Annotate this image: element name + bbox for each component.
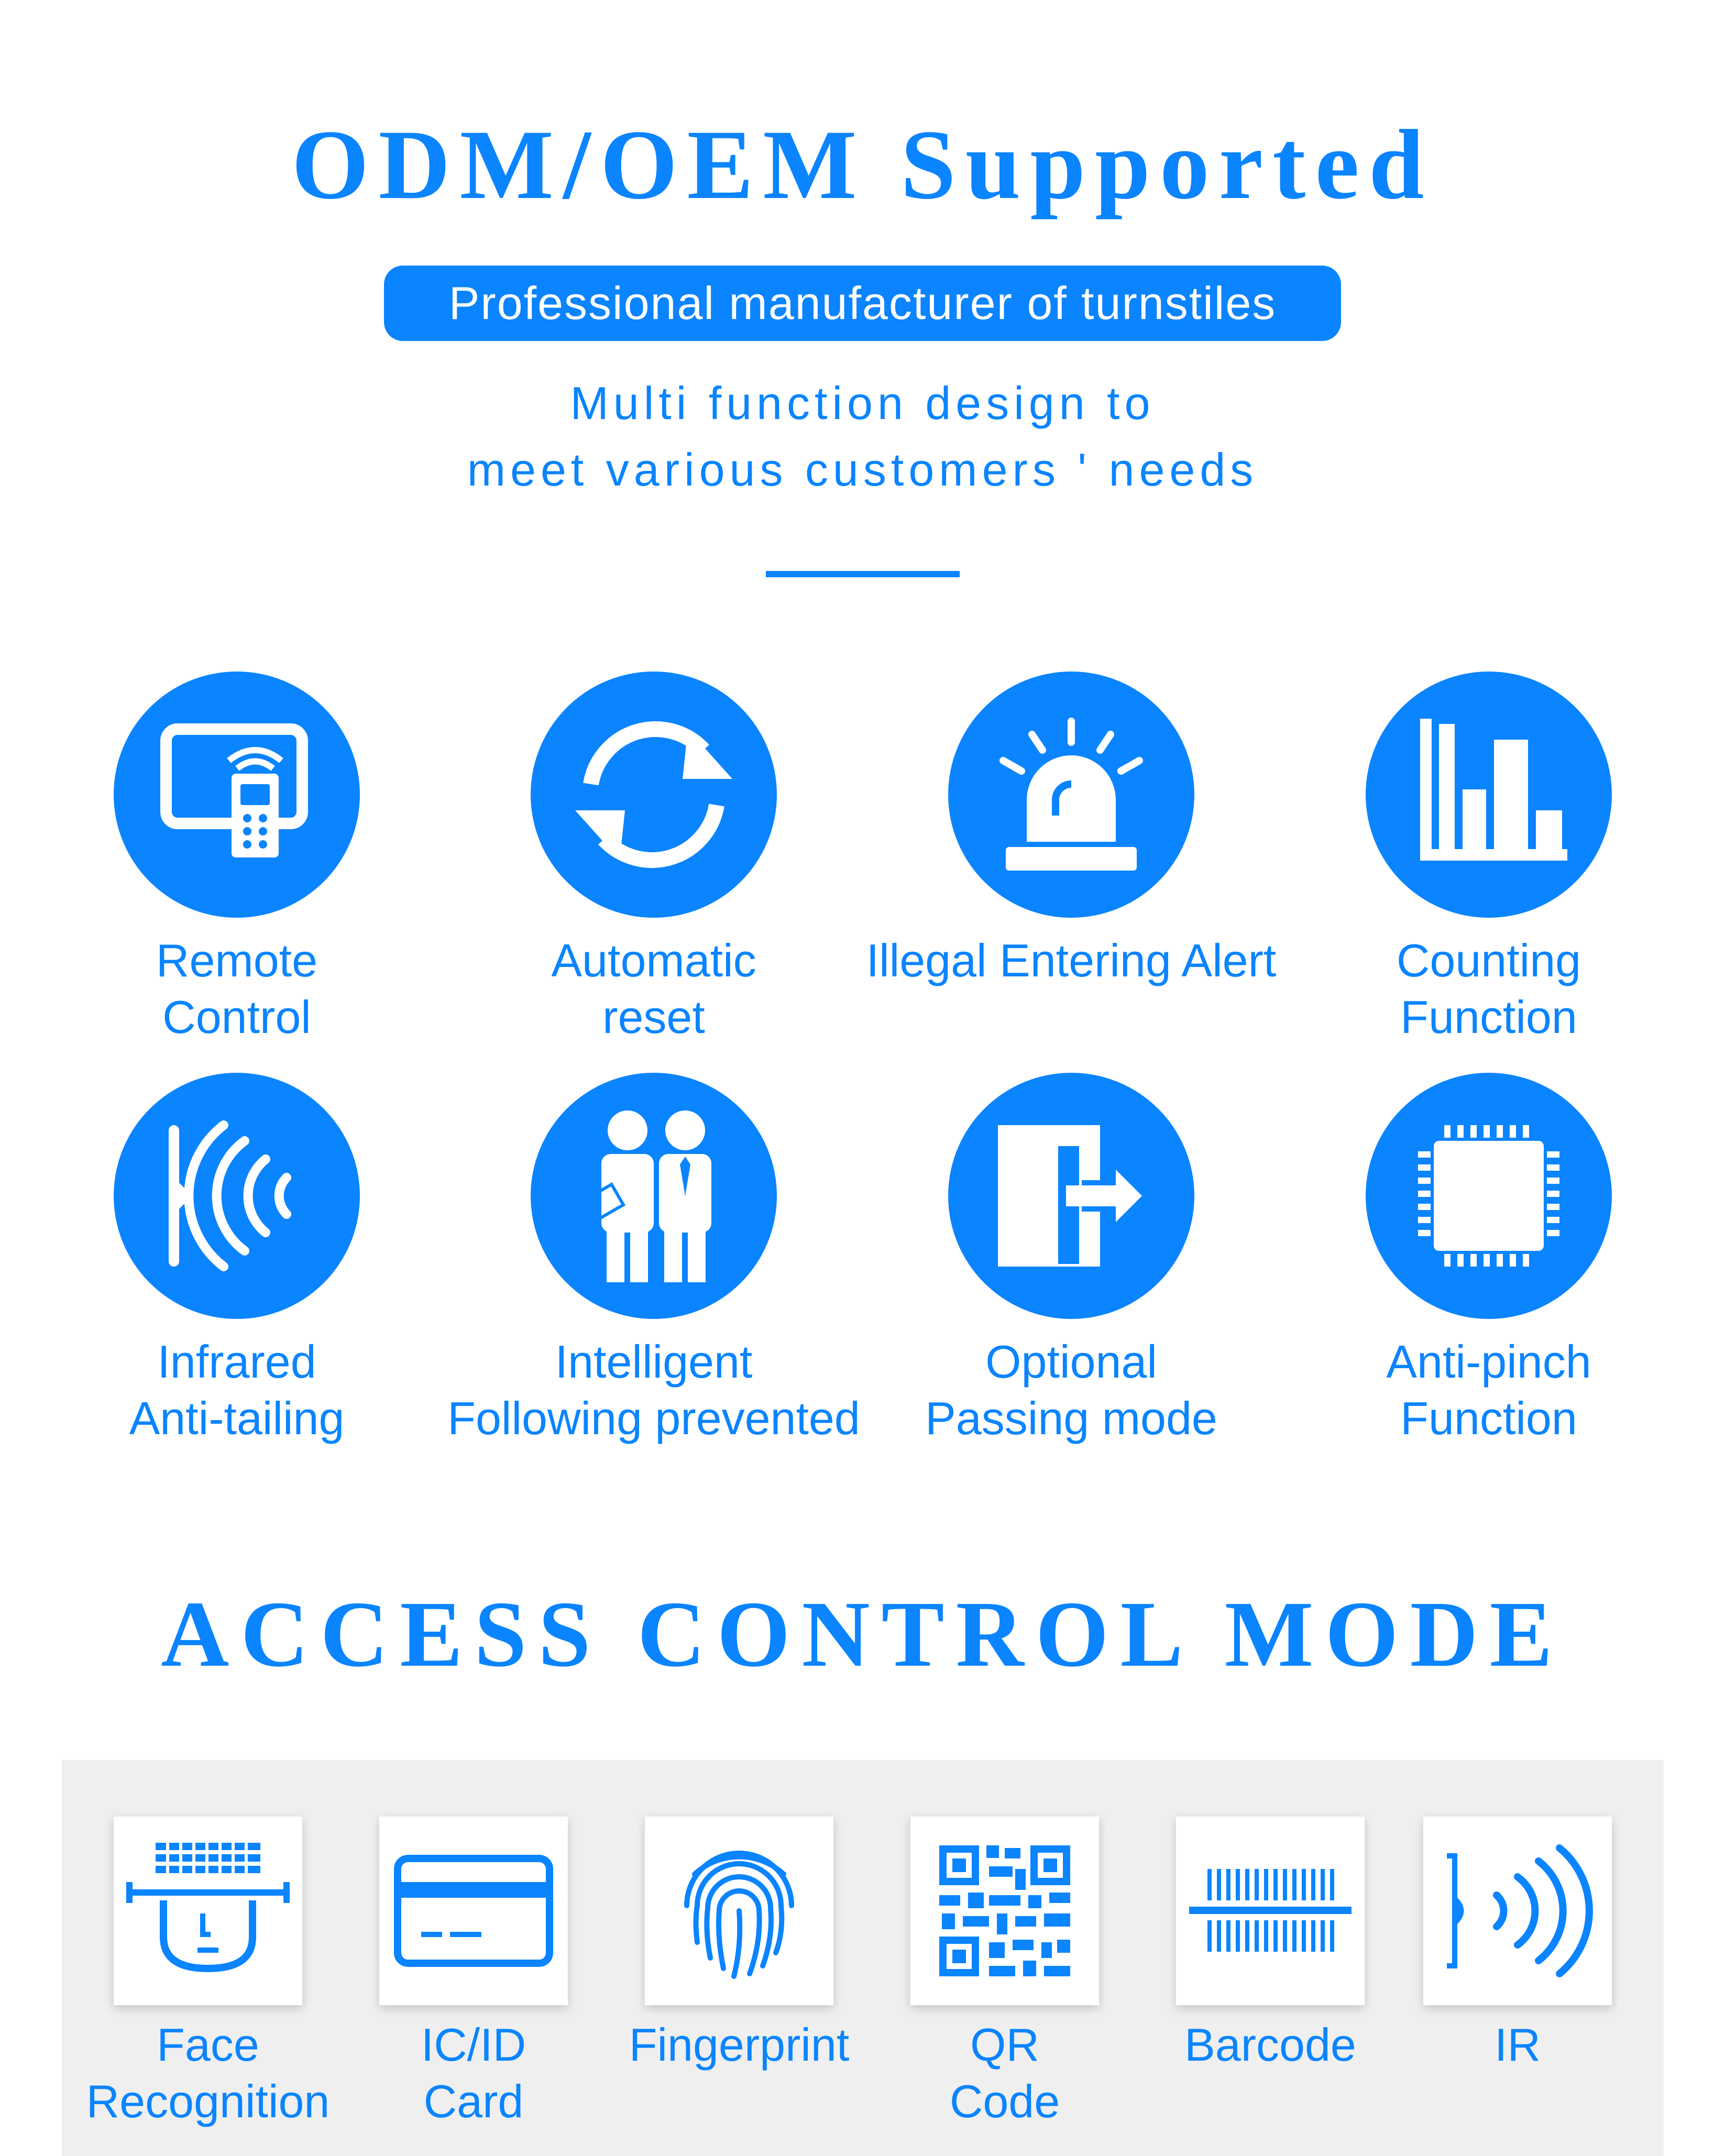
feature-anti-pinch-function (1279, 1073, 1698, 1447)
mode-label-line1: IC/ID (421, 2019, 526, 2071)
mode-label-line1: IR (1495, 2019, 1541, 2071)
feature-label-line1: Infrared (157, 1336, 316, 1388)
mode-fingerprint (592, 1817, 886, 2073)
feature-illegal-entering-alert (862, 672, 1281, 989)
fingerprint-icon (645, 1817, 833, 2005)
card-icon (379, 1817, 568, 2005)
feature-label-line1: Counting (1396, 934, 1581, 986)
mode-label-line1: QR (970, 2019, 1039, 2071)
remote-control-icon (114, 672, 360, 918)
access-control-title: ACCESS CONTROL MODE (161, 1582, 1564, 1686)
banner: Professional manufacturer of turnstiles (384, 266, 1341, 341)
infrared-icon (114, 1073, 360, 1319)
barcode-icon (1176, 1817, 1365, 2005)
page-title: ODM/OEM Supported (291, 110, 1434, 220)
feature-label-line2: Function (1400, 1392, 1577, 1444)
feature-label-line1: Intelligent (555, 1336, 753, 1388)
mode-face-recognition (61, 1817, 355, 2130)
feature-label-line1: Optional (985, 1336, 1157, 1388)
mode-label-line2: Card (423, 2075, 524, 2127)
feature-label-line2: Following prevented (447, 1392, 860, 1444)
chip-icon (1366, 1073, 1612, 1319)
mode-label-line1: Barcode (1184, 2019, 1356, 2071)
bar-chart-icon (1366, 672, 1612, 918)
feature-label-line1: Remote (156, 934, 318, 986)
feature-label-line2: Passing mode (925, 1392, 1217, 1444)
subtitle-line-1: Multi function design to (570, 377, 1155, 429)
feature-counting-function (1279, 672, 1698, 1046)
mode-ir (1371, 1817, 1664, 2073)
subtitle-line-2: meet various customers ' needs (467, 444, 1258, 496)
qr-code-icon (910, 1817, 1099, 2005)
mode-label-line2: Recognition (86, 2075, 330, 2127)
feature-label-line1: Automatic (551, 934, 756, 986)
feature-label-line2: Function (1400, 991, 1577, 1043)
feature-label-line2: Control (162, 991, 311, 1043)
feature-infrared-anti-tailing (27, 1073, 446, 1447)
feature-label-line2: Anti-tailing (129, 1392, 345, 1444)
divider (766, 571, 960, 577)
feature-label-line1: Illegal Entering Alert (866, 934, 1277, 986)
face-recognition-icon (114, 1817, 302, 2005)
mode-ic-id-card (327, 1817, 620, 2130)
mode-label-line1: Fingerprint (629, 2019, 850, 2071)
exit-door-icon (948, 1073, 1194, 1319)
mode-label-line2: Code (949, 2075, 1060, 2127)
feature-optional-passing-mode (862, 1073, 1281, 1447)
refresh-icon (531, 672, 777, 918)
feature-label-line1: Anti-pinch (1386, 1336, 1591, 1388)
feature-remote-control (27, 672, 446, 1046)
mode-label-line1: Face (157, 2019, 259, 2071)
feature-intelligent-following-prevented (444, 1073, 863, 1447)
feature-label-line2: reset (602, 991, 705, 1043)
ir-icon (1423, 1817, 1612, 2005)
two-people-icon (531, 1073, 777, 1319)
alarm-siren-icon (948, 672, 1194, 918)
feature-automatic-reset (444, 672, 863, 1046)
mode-qr-code (858, 1817, 1151, 2130)
